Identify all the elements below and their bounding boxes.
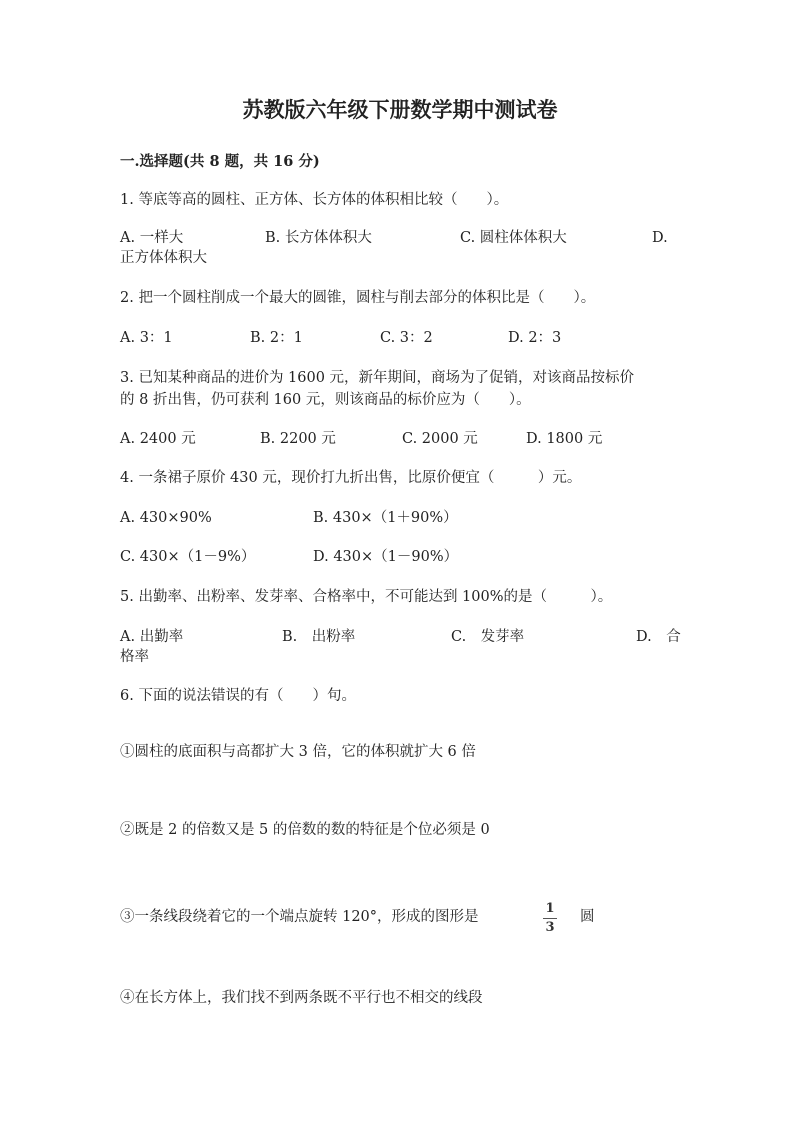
question-1-option-c: C. 圆柱体体积大: [460, 230, 567, 246]
question-3-option-d: D. 1800 元: [526, 431, 603, 447]
question-2-option-a: A. 3：1: [120, 330, 173, 346]
section-heading: 一.选择题(共 8 题，共 16 分): [120, 153, 320, 170]
fraction-bar: [543, 918, 557, 919]
question-6-stem: 6. 下面的说法错误的有（ ）句。: [120, 688, 356, 704]
question-2-option-c: C. 3：2: [380, 330, 433, 346]
question-5-option-b: B. 出粉率: [282, 629, 356, 645]
fraction-numerator: 1: [545, 901, 555, 916]
question-2-option-b: B. 2：1: [250, 330, 303, 346]
fraction-denominator: 3: [545, 920, 555, 935]
question-4-option-c: C. 430×（1－9%）: [120, 549, 256, 565]
question-5-option-a: A. 出勤率: [120, 629, 184, 645]
question-3-stem-line-2: 的 8 折出售，仍可获利 160 元，则该商品的标价应为（ ）。: [120, 392, 531, 408]
question-5-option-d: D. 合: [636, 629, 681, 645]
question-6-statement-1: ①圆柱的底面积与高都扩大 3 倍，它的体积就扩大 6 倍: [120, 744, 476, 760]
question-3-option-a: A. 2400 元: [120, 431, 196, 447]
question-1-option-d: D.: [652, 230, 668, 246]
question-5-option-c: C. 发芽率: [451, 629, 525, 645]
page-title: 苏教版六年级下册数学期中测试卷: [242, 97, 558, 122]
question-5-stem: 5. 出勤率、出粉率、发芽率、合格率中，不可能达到 100%的是（ ）。: [120, 589, 613, 605]
question-3-option-b: B. 2200 元: [260, 431, 336, 447]
question-4-option-a: A. 430×90%: [120, 510, 212, 526]
question-6-statement-3: ③一条线段绕着它的一个端点旋转 120°，形成的图形是: [120, 909, 479, 925]
question-5-option-d-continued: 格率: [120, 649, 149, 665]
question-2-stem: 2. 把一个圆柱削成一个最大的圆锥，圆柱与削去部分的体积比是（ ）。: [120, 290, 596, 306]
question-1-stem: 1. 等底等高的圆柱、正方体、长方体的体积相比较（ ）。: [120, 192, 509, 208]
question-6-statement-3-tail: 圆: [580, 909, 595, 925]
question-6-statement-2: ②既是 2 的倍数又是 5 的倍数的数的特征是个位必须是 0: [120, 822, 490, 838]
fraction-one-third: [542, 902, 558, 935]
question-4-option-b: B. 430×（1＋90%）: [313, 510, 458, 526]
question-3-option-c: C. 2000 元: [402, 431, 478, 447]
question-1-option-b: B. 长方体体积大: [265, 230, 372, 246]
question-4-option-d: D. 430×（1－90%）: [313, 549, 459, 565]
question-4-stem: 4. 一条裙子原价 430 元，现价打九折出售，比原价便宜（ ）元。: [120, 470, 582, 486]
question-2-option-d: D. 2：3: [508, 330, 562, 346]
question-6-statement-4: ④在长方体上，我们找不到两条既不平行也不相交的线段: [120, 990, 483, 1006]
question-3-stem-line-1: 3. 已知某种商品的进价为 1600 元，新年期间，商场为了促销，对该商品按标价: [120, 370, 635, 386]
question-1-option-d-continued: 正方体体积大: [120, 250, 207, 266]
question-1-option-a: A. 一样大: [120, 230, 184, 246]
